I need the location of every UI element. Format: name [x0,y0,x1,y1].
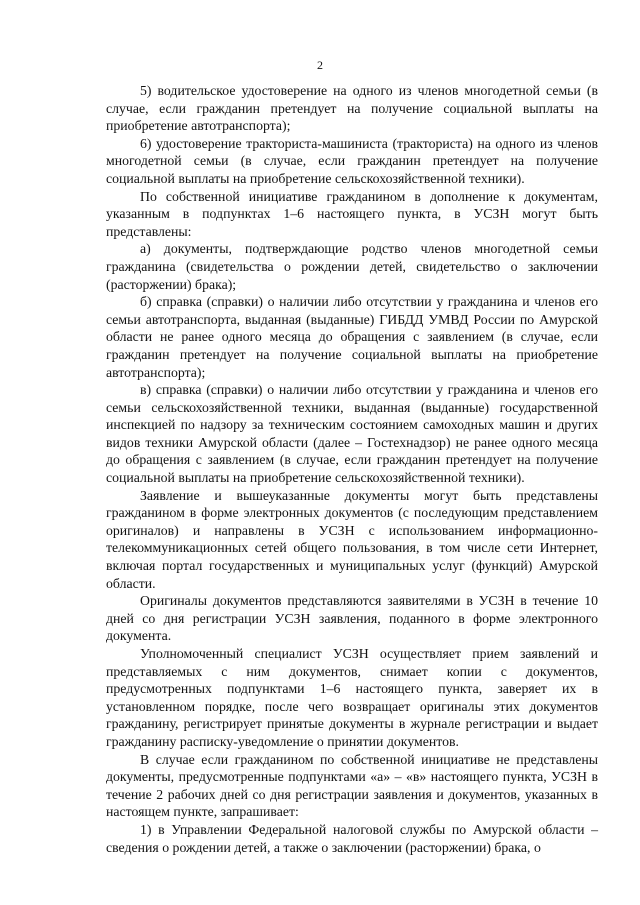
paragraph-originals: Оригиналы документов представляются заявителями в УСЗН в течение 10 дней со дня регистрации УСЗН заявления, поданного в форме электронного документа. [106,593,598,644]
paragraph-subitem-a: а) документы, подтверждающие родство членов многодетной семьи гражданина (свидетельства о рождении детей, свидетельство о заключении (расторжении) брака); [106,241,598,292]
page-number: 2 [317,58,323,72]
paragraph-specialist: Уполномоченный специалист УСЗН осуществляет прием заявлений и представляемых с ним документов, снимает копии с документов, предусмотренных подпунктами 1–6 настоящего пункта, заверяет их в установленном порядке, после чего возвращает оригиналы этих документов гражданину, регистрирует принятые документы в журнале регистрации и выдает гражданину расписку-уведомление о принятии документов. [106,646,598,749]
paragraph-item-5: 5) водительское удостоверение на одного из членов многодетной семьи (в случае, если гражданин претендует на получение социальной выплаты на приобретение автотранспорта); [106,83,598,134]
paragraph-electronic-submission: Заявление и вышеуказанные документы могут быть представлены гражданином в форме электронных документов (с последующим представлением оригиналов) и направлены в УСЗН с использованием информационно-телекоммуникационных сетей общего пользования, в том числе сети Интернет, включая портал государственных и муниципальных услуг (функций) Амурской области. [106,487,598,591]
paragraph-own-initiative: По собственной инициативе гражданином в дополнение к документам, указанным в подпунктах 1–6 настоящего пункта, в УСЗН могут быть представлены: [106,188,598,239]
paragraph-subitem-v: в) справка (справки) о наличии либо отсутствии у гражданина и членов его семьи сельскохозяйственной техники, выданная (выданные) государственной инспекцией по надзору за техническим состоянием самоходных машин и других видов техники Амурской области (далее – Гостехнадзор) не ранее одного месяца до обращения с заявлением (в случае, если гражданин претендует на получение социальной выплаты на приобретение сельскохозяйственной техники). [106,382,598,486]
document-body [106,82,598,856]
paragraph-tax-service: 1) в Управлении Федеральной налоговой службы по Амурской области – сведения о рождении детей, а также о заключении (расторжении) брака, о [106,821,598,855]
paragraph-request: В случае если гражданином по собственной инициативе не представлены документы, предусмотренные подпунктами «а» – «в» настоящего пункта, УСЗН в течение 2 рабочих дней со дня регистрации заявления и документов, указанных в настоящем пункте, запрашивает: [106,751,598,820]
paragraph-subitem-b: б) справка (справки) о наличии либо отсутствии у гражданина и членов его семьи автотранспорта, выданная (выданные) ГИБДД УМВД России по Амурской области не ранее одного месяца до обращения с заявлением (в случае, если гражданин претендует на получение социальной выплаты на приобретение автотранспорта); [106,294,598,380]
paragraph-item-6: 6) удостоверение тракториста-машиниста (тракториста) на одного из членов многодетной семьи (в случае, если гражданин претендует на получение социальной выплаты на приобретение сельскохозяйственной техники). [106,135,598,186]
